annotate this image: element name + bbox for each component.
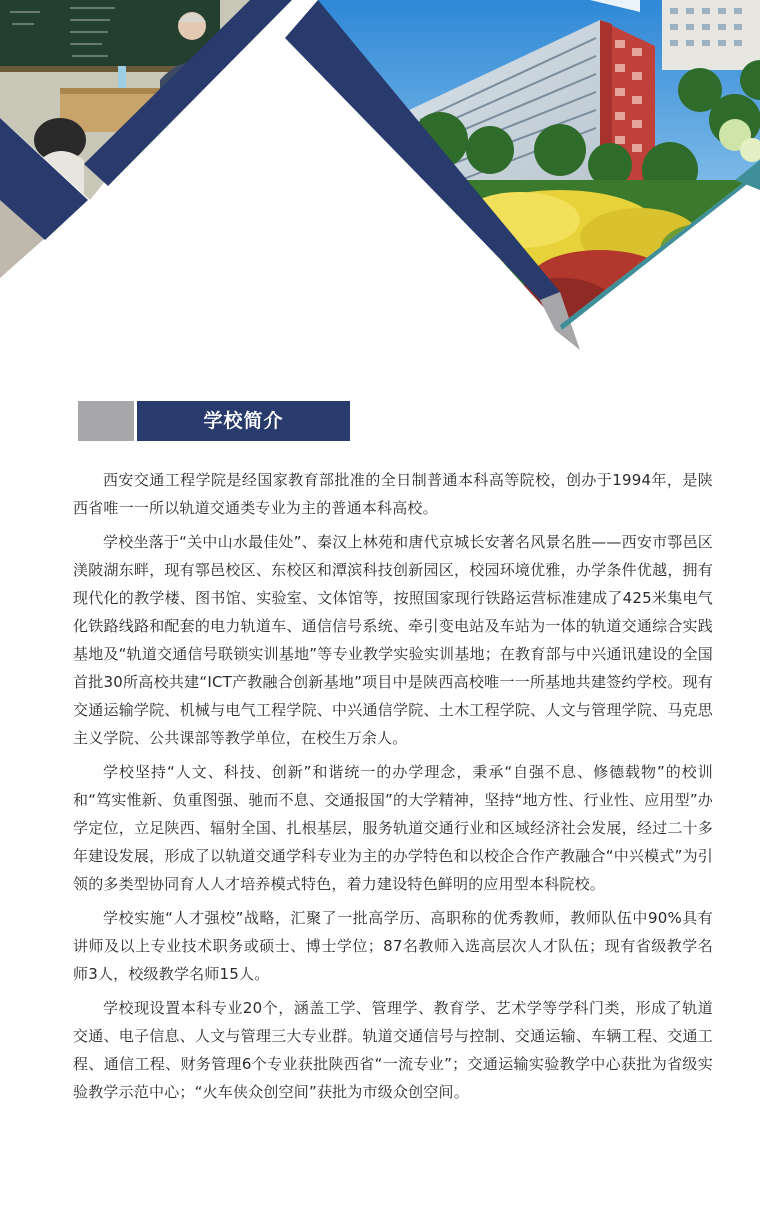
paragraph-4: 学校实施“人才强校”战略，汇聚了一批高学历、高职称的优秀教师，教师队伍中90%具有讲师及以上专业技术职务或硕士、博士学位；87名教师入选高层次人才队伍；现有省级教学名师3人，校级教学名师15人。 bbox=[73, 909, 713, 983]
section-title: 学校简介 bbox=[137, 401, 350, 441]
paragraph-2: 学校坐落于“关中山水最佳处”、秦汉上林苑和唐代京城长安著名风景名胜——西安市鄠邑区渼陂湖东畔，现有鄠邑校区、东校区和潭滨科技创新园区，校园环境优雅，办学条件优越，拥有现代化的教学楼、图书馆、实验室、文体馆等，按照国家现行铁路运营标准建成了425米集电气化铁路线路和配套的电力轨道车、通信信号系统、牵引变电站及车站为一体的轨道交通综合实践基地及“轨道交通信号联锁实训基地”等专业教学实验实训基地；在教育部与中兴通讯建设的全国首批30所高校共建“ICT产教融合创新基地”项目中是陕西高校唯一一所基地共建签约学校。现有交通运输学院、机械与电气工程学院、中兴通信学院、土木工程学院、人文与管理学院、马克思主义学院、公共课部等教学单位，在校生万余人。 bbox=[73, 533, 713, 747]
paragraph-1: 西安交通工程学院是经国家教育部批准的全日制普通本科高等院校，创办于1994年，是陕西省唯一一所以轨道交通类专业为主的普通本科高校。 bbox=[73, 471, 713, 517]
campus-building-photo bbox=[290, 0, 760, 340]
paragraph-5: 学校现设置本科专业20个，涵盖工学、管理学、教育学、艺术学等学科门类，形成了轨道交通、电子信息、人文与管理三大专业群。轨道交通信号与控制、交通运输、车辆工程、交通工程、通信工程、财务管理6个专业获批陕西省“一流专业”；交通运输实验教学中心获批为省级实验教学示范中心；“火车侠众创空间”获批为市级众创空间。 bbox=[73, 999, 713, 1101]
section-header-accent bbox=[78, 401, 134, 441]
section-header bbox=[78, 401, 350, 441]
paragraph-3: 学校坚持“人文、科技、创新”和谐统一的办学理念，秉承“自强不息、修德载物”的校训和“笃实惟新、负重图强、驰而不息、交通报国”的大学精神，坚持“地方性、行业性、应用型”办学定位，立足陕西、辐射全国、扎根基层，服务轨道交通行业和区域经济社会发展，经过二十多年建设发展，形成了以轨道交通学科专业为主的办学特色和以校企合作产教融合“中兴模式”为引领的多类型协同育人人才培养模式特色，着力建设特色鲜明的应用型本科院校。 bbox=[73, 763, 713, 893]
header-photo-collage bbox=[0, 0, 760, 360]
intro-text bbox=[73, 466, 713, 1112]
